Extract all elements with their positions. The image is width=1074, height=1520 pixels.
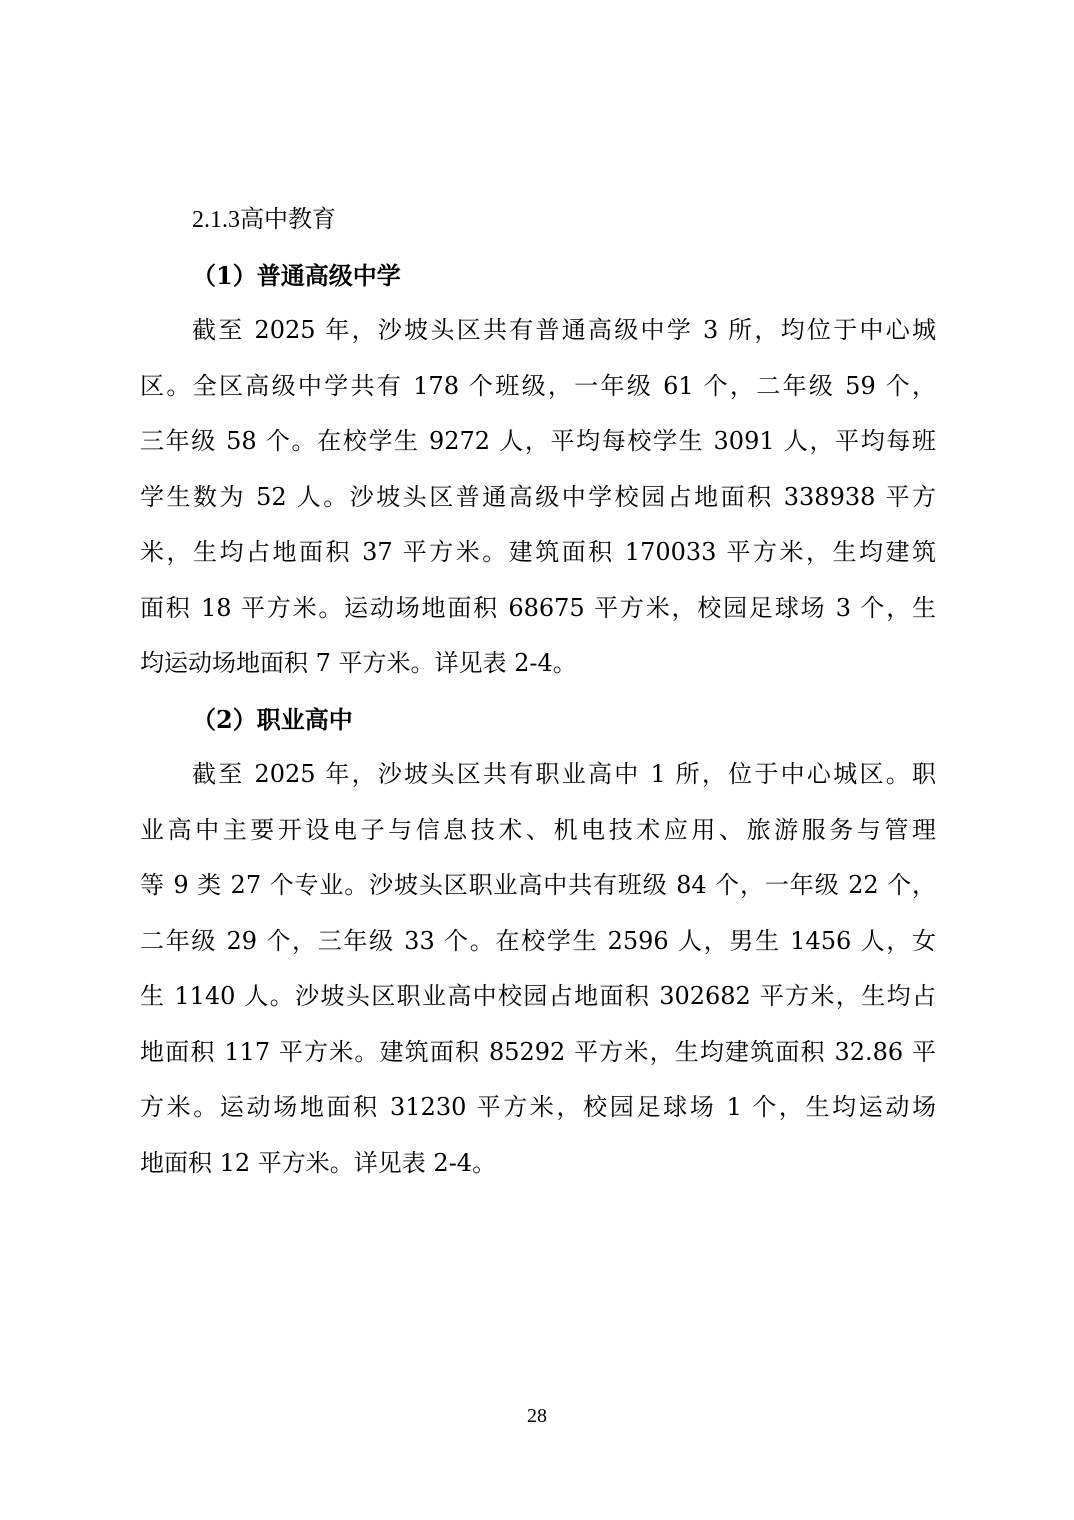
paragraph-line: 业高中主要开设电子与信息技术、机电技术应用、旅游服务与管理 [140, 815, 936, 844]
paragraph-line: 截至 2025 年，沙坡头区共有职业高中 1 所，位于中心城区。职 [192, 760, 936, 788]
paragraph-line: 区。全区高级中学共有 178 个班级，一年级 61 个，二年级 59 个， [140, 371, 936, 400]
page-content [140, 192, 936, 1191]
subsection-2-heading: （2）职业高中 [192, 704, 353, 734]
paragraph-line: 方米。运动场地面积 31230 平方米，校园足球场 1 个，生均运动场 [140, 1093, 936, 1121]
subsection-1-heading: （1）普通高级中学 [192, 260, 401, 290]
section-heading [140, 192, 936, 248]
paragraph-line: 地面积 12 平方米。详见表 2-4。 [140, 1148, 497, 1177]
paragraph-line: 面积 18 平方米。运动场地面积 68675 平方米，校园足球场 3 个，生 [140, 593, 936, 622]
paragraph-line: 生 1140 人。沙坡头区职业高中校园占地面积 302682 平方米，生均占 [140, 982, 936, 1010]
paragraph-line: 学生数为 52 人。沙坡头区普通高级中学校园占地面积 338938 平方 [140, 482, 936, 511]
paragraph-line: 二年级 29 个，三年级 33 个。在校学生 2596 人，男生 1456 人，女 [140, 926, 936, 955]
paragraph-line: 均运动场地面积 7 平方米。详见表 2-4。 [140, 649, 577, 677]
paragraph-line: 三年级 58 个。在校学生 9272 人，平均每校学生 3091 人，平均每班 [140, 427, 936, 455]
paragraph-line: 米，生均占地面积 37 平方米。建筑面积 170033 平方米，生均建筑 [140, 538, 936, 566]
paragraph-line: 地面积 117 平方米。建筑面积 85292 平方米，生均建筑面积 32.86 平 [140, 1037, 936, 1066]
section-title: 高中教育 [240, 205, 336, 233]
paragraph-line: 等 9 类 27 个专业。沙坡头区职业高中共有班级 84 个，一年级 22 个， [140, 871, 936, 899]
subsection-2-paragraph [140, 747, 936, 1191]
page-number: 28 [527, 1405, 547, 1427]
subsection-1-paragraph [140, 303, 936, 692]
section-number: 2.1.3 [192, 207, 240, 233]
paragraph-line: 截至 2025 年，沙坡头区共有普通高级中学 3 所，均位于中心城 [192, 316, 936, 344]
